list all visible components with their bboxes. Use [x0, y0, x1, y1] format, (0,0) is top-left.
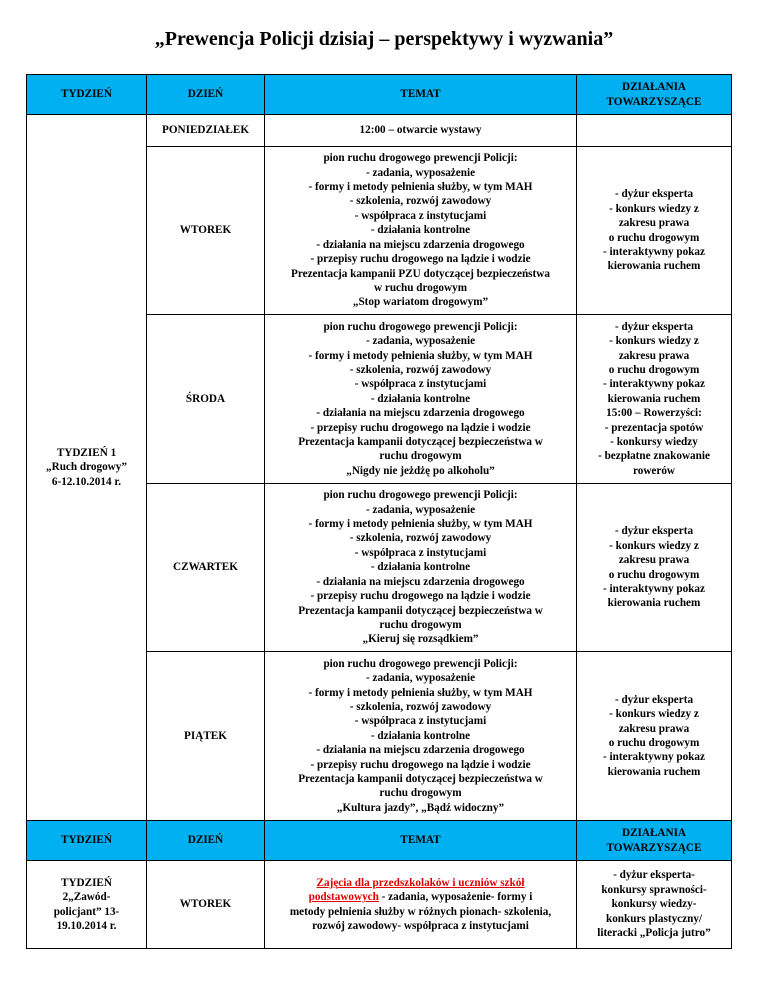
- day-cell-tuesday: WTOREK: [147, 147, 265, 315]
- header-week: TYDZIEŃ: [27, 75, 147, 115]
- day-cell-thursday: CZWARTEK: [147, 484, 265, 652]
- activities-cell-monday: [577, 115, 732, 147]
- schedule-table: [26, 74, 732, 949]
- topic-cell-friday: pion ruchu drogowego prewencji Policji: - zadania, wyposażenie - formy i metody pełnienia służby, w tym MAH - szkolenia, rozwój zawodowy - współpraca z instytucjami - działania kontrolne - działania na miejscu zdarzenia drogowego - przepisy ruchu drogowego na lądzie i wodzie Prezentacja kampanii dotyczącej bezpieczeństwa w ruchu drogowym „Kultura jazdy”, „Bądź widoczny”: [265, 652, 577, 821]
- header-activities-2: DZIAŁANIA TOWARZYSZĄCE: [577, 821, 732, 861]
- header-topic-2: TEMAT: [265, 821, 577, 861]
- week2-label: TYDZIEŃ 2„Zawód- policjant” 13- 19.10.2014 r.: [27, 861, 147, 949]
- activities-cell-friday: - dyżur eksperta - konkurs wiedzy z zakresu prawa o ruchu drogowym - interaktywny pokaz kierowania ruchem: [577, 652, 732, 821]
- day-cell-monday: PONIEDZIAŁEK: [147, 115, 265, 147]
- topic-highlight: Zajęcia dla przedszkolaków i uczniów szkół podstawowych: [308, 876, 525, 904]
- activities-cell-week2-tuesday: - dyżur eksperta- konkursy sprawności- konkursy wiedzy- konkurs plastyczny/ literacki „Policja jutro”: [577, 861, 732, 949]
- topic-cell-thursday: pion ruchu drogowego prewencji Policji: - zadania, wyposażenie - formy i metody pełnienia służby, w tym MAH - szkolenia, rozwój zawodowy - współpraca z instytucjami - działania kontrolne - działania na miejscu zdarzenia drogowego - przepisy ruchu drogowego na lądzie i wodzie Prezentacja kampanii dotyczącej bezpieczeństwa w ruchu drogowym „Kieruj się rozsądkiem”: [265, 484, 577, 652]
- activities-cell-wednesday: - dyżur eksperta - konkurs wiedzy z zakresu prawa o ruchu drogowym - interaktywny pokaz kierowania ruchem 15:00 – Rowerzyści: - prezentacja spotów - konkursy wiedzy - bezpłatne znakowanie rowerów: [577, 315, 732, 484]
- activities-cell-tuesday: - dyżur eksperta - konkurs wiedzy z zakresu prawa o ruchu drogowym - interaktywny pokaz kierowania ruchem: [577, 147, 732, 315]
- day-cell-wednesday: ŚRODA: [147, 315, 265, 484]
- topic-rest: - zadania, wyposażenie- formy i metody pełnienia służby w różnych pionach- szkolenia, rozwój zawodowy- współpraca z instytucjami: [289, 891, 552, 932]
- header-day-2: DZIEŃ: [147, 821, 265, 861]
- topic-cell-monday: 12:00 – otwarcie wystawy: [265, 115, 577, 147]
- header-activities: DZIAŁANIA TOWARZYSZĄCE: [577, 75, 732, 115]
- header-topic: TEMAT: [265, 75, 577, 115]
- topic-cell-tuesday: pion ruchu drogowego prewencji Policji: - zadania, wyposażenie - formy i metody pełnienia służby, w tym MAH - szkolenia, rozwój zawodowy - współpraca z instytucjami - działania kontrolne - działania na miejscu zdarzenia drogowego - przepisy ruchu drogowego na lądzie i wodzie Prezentacja kampanii PZU dotyczącej bezpieczeństwa w ruchu drogowym „Stop wariatom drogowym”: [265, 147, 577, 315]
- table-row-monday: [27, 115, 732, 147]
- header-day: DZIEŃ: [147, 75, 265, 115]
- header-week-2: TYDZIEŃ: [27, 821, 147, 861]
- header-row: [27, 75, 732, 115]
- week1-label: TYDZIEŃ 1 „Ruch drogowy” 6-12.10.2014 r.: [27, 115, 147, 821]
- page-title: „Prewencja Policji dzisiaj – perspektywy i wyzwania”: [154, 28, 614, 50]
- day-cell-friday: PIĄTEK: [147, 652, 265, 821]
- topic-cell-wednesday: pion ruchu drogowego prewencji Policji: - zadania, wyposażenie - formy i metody pełnienia służby, w tym MAH - szkolenia, rozwój zawodowy - współpraca z instytucjami - działania kontrolne - działania na miejscu zdarzenia drogowego - przepisy ruchu drogowego na lądzie i wodzie Prezentacja kampanii dotyczącej bezpieczeństwa w ruchu drogowym „Nigdy nie jeżdżę po alkoholu”: [265, 315, 577, 484]
- header-row-2: [27, 821, 732, 861]
- activities-cell-thursday: - dyżur eksperta - konkurs wiedzy z zakresu prawa o ruchu drogowym - interaktywny pokaz kierowania ruchem: [577, 484, 732, 652]
- topic-cell-week2-tuesday: [265, 861, 577, 949]
- day-cell-week2-tuesday: WTOREK: [147, 861, 265, 949]
- table-row-week2-tuesday: [27, 861, 732, 949]
